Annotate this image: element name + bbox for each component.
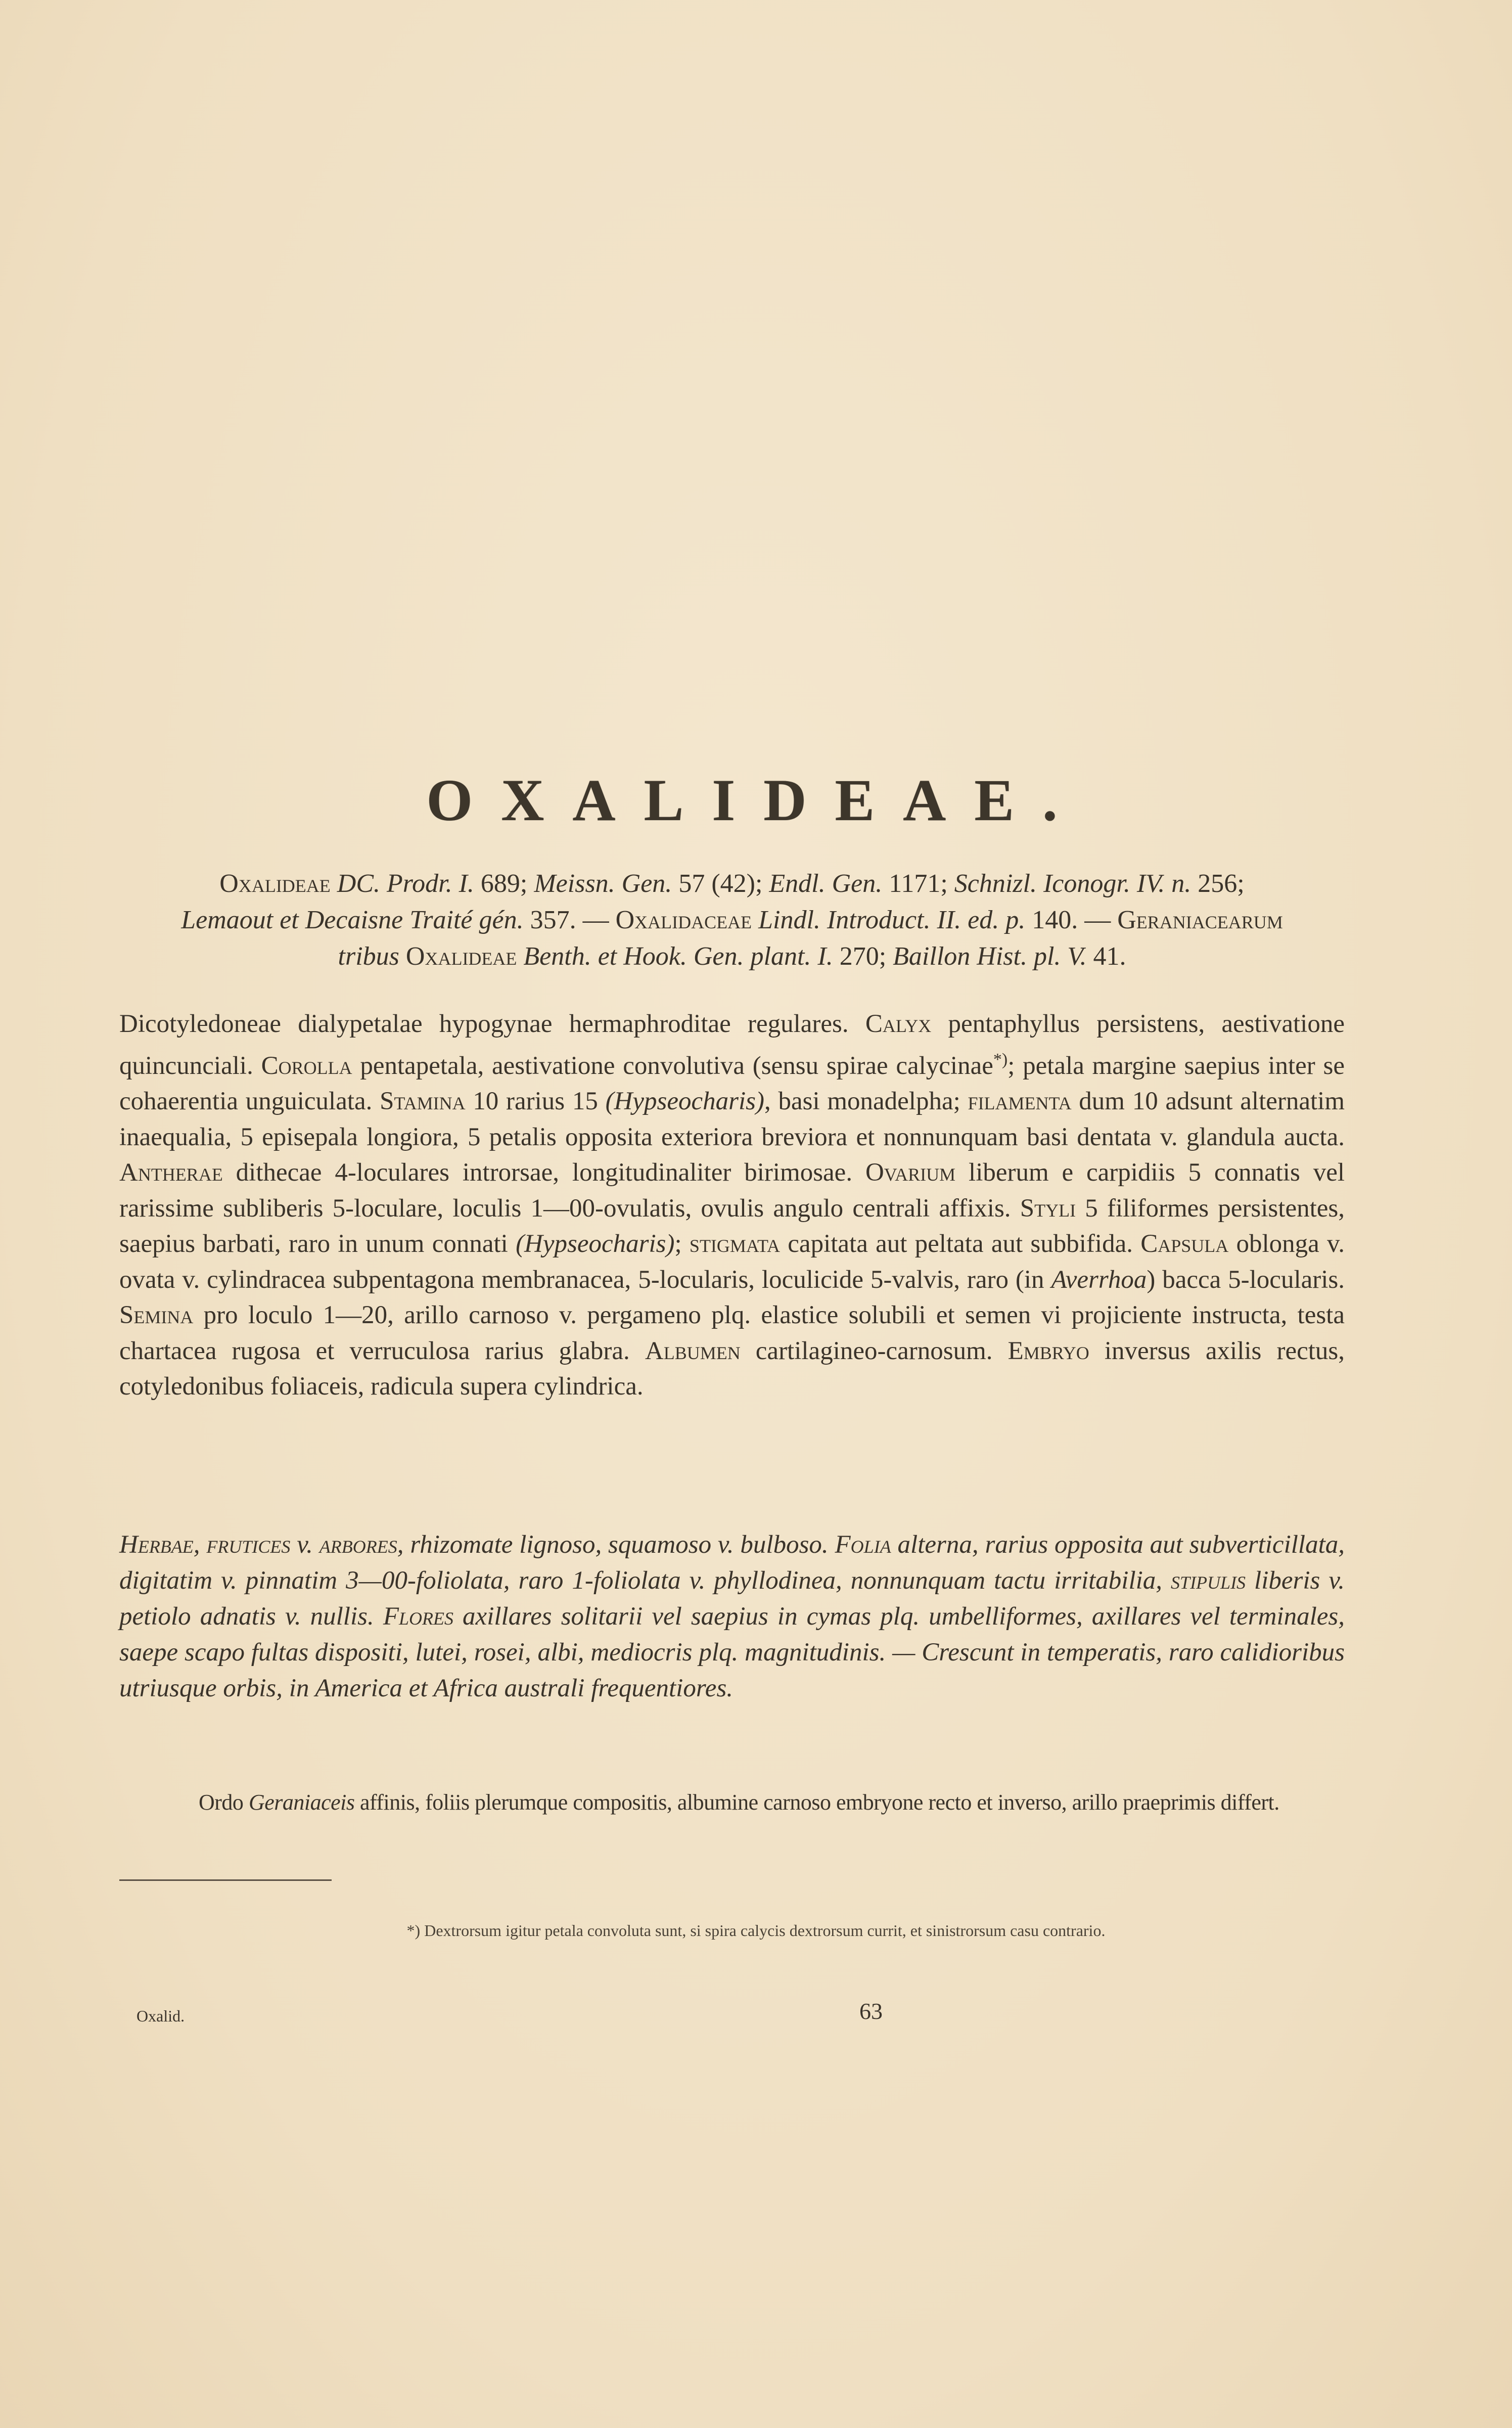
habit-text: alterna, rarius opposita aut subverticillata, digitatim v. pinnatim 3—00-foliolata, raro 1-foliolata v. phyllodinea, nonnunquam tactu irritabilia,	[119, 1531, 1345, 1595]
desc-text: pro loculo 1—20, arillo carnoso v. pergameno plq. elastice solubili et semen vi projiciente instructa, testa chartacea rugosa et verruculosa rarius glabra.	[119, 1301, 1345, 1365]
term-corolla: Corolla	[261, 1051, 352, 1080]
habit-text: v.	[290, 1531, 319, 1559]
term-embryo: Embryo	[1007, 1336, 1089, 1365]
desc-text: ; petala margine saepius inter se cohaerentia unguiculata.	[119, 1051, 1345, 1115]
note-family: Geraniaceis	[248, 1790, 355, 1815]
genus-hypseocharis: (Hypseocharis)	[605, 1087, 764, 1115]
syn-ref: Meissn. Gen.	[534, 869, 672, 898]
footnote: *) Dextrorsum igitur petala convoluta sunt, si spira calycis dextrorsum currit, et sinistrorsum casu contrario.	[406, 1921, 1106, 1940]
syn-ref: DC. Prodr. I.	[337, 869, 474, 898]
desc-text: , basi monadelpha;	[764, 1087, 968, 1115]
desc-text: pentapetala, aestivatione convolutiva (sensu spirae calycinae	[352, 1051, 993, 1080]
desc-text: cartilagineo-carnosum.	[740, 1336, 1008, 1365]
term-styli: Styli	[1020, 1194, 1076, 1223]
term-folia: Folia	[835, 1531, 891, 1559]
syn-text: 256;	[1191, 869, 1245, 898]
term-capsula: Capsula	[1140, 1230, 1229, 1258]
syn-ref: Lindl. Introduct. II. ed. p.	[752, 906, 1026, 934]
term-herbae: Herbae	[119, 1531, 194, 1559]
desc-text: dum 10 adsunt alternatim inaequalia, 5 episepala longiora, 5 petalis opposita exteriora breviora et nonnunquam basi dentata v. glandula aucta.	[119, 1087, 1345, 1151]
ordo-note	[199, 1787, 1346, 1818]
footnote-rule	[119, 1879, 332, 1881]
term-antherae: Antherae	[119, 1158, 223, 1187]
desc-text: capitata aut peltata aut subbifida.	[780, 1230, 1141, 1258]
habit-text: , rhizomate lignoso, squamoso v. bulboso.	[397, 1531, 835, 1559]
term-arbores: arbores	[319, 1531, 397, 1559]
footnote-marker: *)	[993, 1050, 1008, 1069]
term-semina: Semina	[119, 1301, 194, 1329]
desc-text: ;	[674, 1230, 690, 1258]
signature-mark: Oxalid.	[136, 2007, 185, 2025]
desc-text: Dicotyledoneae dialypetalae hypogynae hermaphroditae regulares.	[119, 1010, 865, 1038]
desc-text: oblonga v. ovata v. cylindracea subpentagona membranacea, 5-locularis, loculicide 5-valvis, raro (in	[119, 1230, 1345, 1294]
synonymy	[119, 866, 1345, 975]
desc-text: liberum e carpidiis 5 connatis vel rarissime subliberis 5-loculare, loculis 1—00-ovulatis, ovulis angulo centrali affixis.	[119, 1158, 1345, 1223]
desc-text: dithecae 4-loculares introrsae, longitudinaliter birimosae.	[222, 1158, 865, 1187]
syn-name: Oxalideae	[219, 869, 331, 898]
habit-text: liberis v. petiolo adnatis v. nullis.	[119, 1566, 1345, 1631]
term-flores: Flores	[383, 1602, 453, 1631]
syn-text: 270;	[833, 942, 893, 971]
habit-paragraph	[119, 1527, 1345, 1706]
syn-name: Oxalidaceae	[615, 906, 752, 934]
term-stamina: Stamina	[380, 1087, 466, 1115]
desc-text: pentaphyllus persistens, aestivatione quincunciali.	[119, 1010, 1345, 1080]
term-albumen: Albumen	[645, 1336, 741, 1365]
genus-averrhoa: Averrhoa	[1051, 1265, 1147, 1294]
genus-hypseocharis: (Hypseocharis)	[516, 1230, 675, 1258]
syn-text: 140. —	[1025, 906, 1118, 934]
description-paragraph	[119, 1006, 1345, 1405]
term-filamenta: filamenta	[968, 1087, 1072, 1115]
syn-text: 57 (42);	[672, 869, 769, 898]
note-text: Ordo	[199, 1790, 249, 1815]
habit-text: ,	[193, 1531, 207, 1559]
term-stigmata: stigmata	[689, 1230, 781, 1258]
syn-ref: Baillon Hist. pl. V.	[893, 942, 1087, 971]
syn-name: Geraniacearum	[1117, 906, 1283, 934]
desc-text: 10 rarius 15	[465, 1087, 606, 1115]
syn-ref: Benth. et Hook. Gen. plant. I.	[523, 942, 833, 971]
syn-ref: Endl. Gen.	[769, 869, 883, 898]
desc-text: 5 filiformes persistentes, saepius barbati, raro in unum connati	[119, 1194, 1345, 1258]
syn-text: 1171;	[882, 869, 954, 898]
habit-text: axillares solitarii vel saepius in cymas plq. umbelliformes, axillares vel terminales, saepe scapo fultas dispositi, lutei, rosei, albi, mediocris plq. magnitudinis. — Crescunt in temperatis, raro calidioribus utriusque orbis, in America et Africa australi frequentiores.	[119, 1602, 1345, 1702]
syn-text: 41.	[1086, 942, 1126, 971]
syn-name: Oxalideae	[399, 942, 524, 971]
syn-text: 357. —	[523, 906, 616, 934]
term-stipulis: stipulis	[1171, 1566, 1246, 1595]
desc-text: ) bacca 5-locularis.	[1147, 1265, 1345, 1294]
page-title: OXALIDEAE.	[426, 767, 1086, 833]
syn-ref: tribus	[338, 942, 399, 971]
syn-ref: Schnizl. Iconogr. IV. n.	[954, 869, 1192, 898]
term-ovarium: Ovarium	[865, 1158, 956, 1187]
term-frutices: frutices	[206, 1531, 291, 1559]
term-calyx: Calyx	[865, 1010, 932, 1038]
syn-text: 689;	[474, 869, 534, 898]
syn-ref: Lemaout et Decaisne Traité gén.	[181, 906, 524, 934]
desc-text: inversus axilis rectus, cotyledonibus foliaceis, radicula supera cylindrica.	[119, 1336, 1345, 1401]
page-number: 63	[859, 1998, 883, 2024]
note-text: affinis, foliis plerumque compositis, albumine carnoso embryone recto et inverso, arillo praeprimis differt.	[354, 1790, 1279, 1815]
